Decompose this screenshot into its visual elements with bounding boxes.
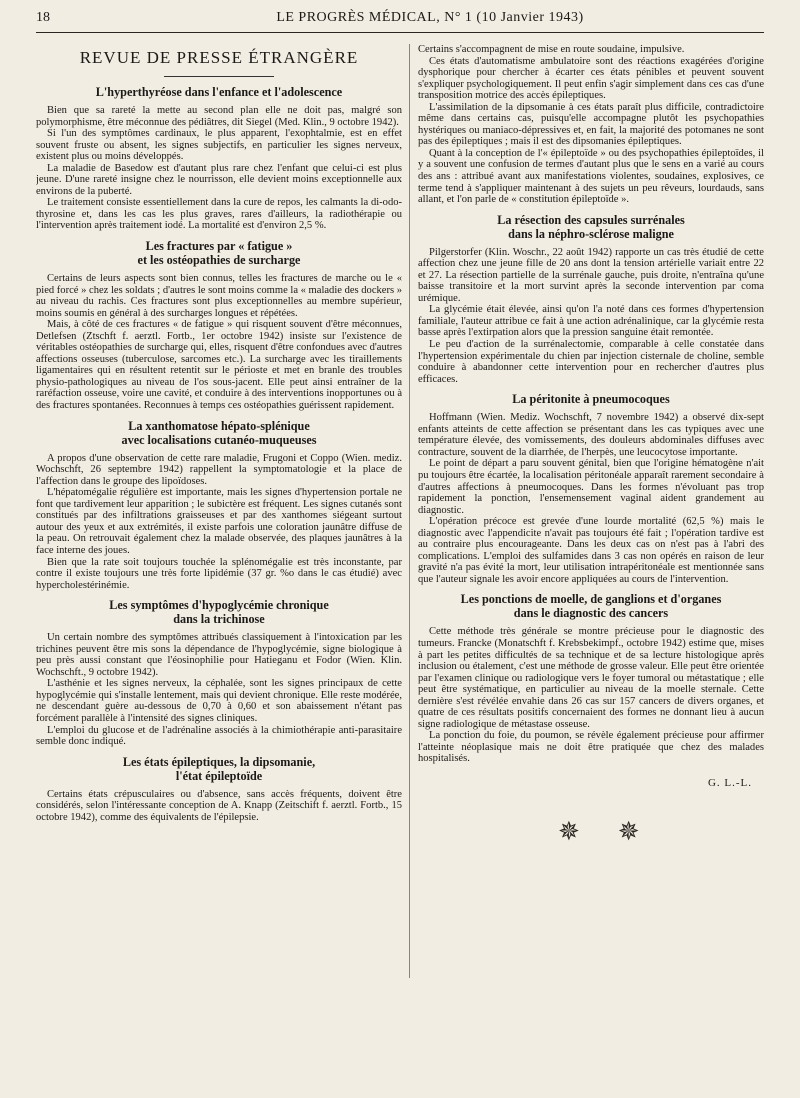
article-title-line: La péritonite à pneumocoques	[512, 392, 670, 407]
article-title	[422, 392, 760, 406]
article-title-line: et les ostéopathies de surcharge	[137, 253, 301, 268]
article-title-line: dans la néphro-sclérose maligne	[508, 226, 674, 241]
article-title	[40, 85, 398, 99]
article-paragraph: L'assimilation de la dipsomanie à ces états paraît plus difficile, contradictoire même dans certains cas, puisqu'elle accompagne plutôt les psychopathies hystériques ou maniaco-dépressives et, en fait, la majorité des potomanes ne sont pas des épileptiques ; mais il est des dipsomanies épileptiques.	[418, 101, 764, 148]
article-paragraph: Le peu d'action de la surrénalectomie, comparable à celle constatée dans l'hypertension expérimentale du chien par injection cisternale de choline, semble conduire à abandonner cette intervention pour en rechercher d'autres plus efficaces.	[418, 339, 764, 385]
rubric-title: REVUE DE PRESSE ÉTRANGÈRE	[79, 48, 359, 67]
article-paragraph: Certains s'accompagnent de mise en route soudaine, impulsive.	[418, 44, 685, 55]
article-paragraph: L'hépatomégalie régulière est importante, mais les signes d'hypertension portale ne font que tardivement leur apparition ; le subictère est fréquent. Les signes cutanés sont constitués par des infiltrations graisseuses et par des xanthomes siégeant surtout autour des yeux et aux extrémités, il existe parfois une coloration jaunâtre diffuse de la peau. On retrouvait également chez la malade observée, des plaques jaunâtres à la face interne des joues.	[36, 487, 402, 556]
page-number: 18	[36, 10, 50, 25]
column-divider	[409, 44, 410, 978]
article-paragraph: Bien que sa rareté la mette au second plan elle ne doit pas, malgré son polymorphisme, être méconnue des pédiâtres, dit Siegel (Med. Klin., 9 octobre 1942).	[36, 105, 402, 128]
article-paragraph: Pilgerstorfer (Klin. Woschr., 22 août 1942) rapporte un cas très étudié de cette affection chez une jeune fille de 20 ans dont la tension artérielle variait entre 22 et 27. La résection partielle de la surrénale gauche, puis droite, n'entraîna qu'une baisse transitoire et la mort survint après la seconde intervention par coma urémique.	[418, 246, 764, 304]
article-paragraph: Certains états crépusculaires ou d'absence, sans accès fréquents, doivent être considérés, selon l'intéressante conception de A. Knapp (Zeitschift f. aerztl. Fortb., 15 octobre 1942), comme des équivalents de l'épilepsie.	[36, 788, 402, 823]
article-paragraph: Hoffmann (Wien. Mediz. Wochschft, 7 novembre 1942) a observé dix-sept enfants atteints de cette affection se présentant dans les cas typiques avec une température élevée, des vomissements, des douleurs abdominales diffuses avec contracture, souvent de la diarrhée, de l'herpès, une leucocytose importante.	[418, 412, 764, 458]
article-paragraph: Mais, à côté de ces fractures « de fatigue » qui risquent souvent d'être méconnues, Detlefsen (Ztschft f. aerztl. Fortb., 1er octobre 1942) insiste sur l'existence de véritables ostéopathies de surcharge qui, elles, risquent d'être confondues avec d'autres affections osseuses (tuberculose, sarcomes etc.). La surcharge avec les tiraillements ligamentaires qui en résultent retentit sur le périoste et met en branle des troubles physio-pathologiques au niveau de l'os sous-jacent. Elle peut ainsi entraîner de la raréfaction osseuse, voire une cavité, et conduire à des interventions inopportunes ou à des fractures spontanées. Reconnues à temps ces ostéopathies guérissent rapidement.	[36, 319, 402, 412]
ornament-flower-icon: ✵	[558, 816, 580, 847]
article-title	[40, 419, 398, 447]
author-signature: G. L.-L.	[707, 776, 752, 789]
article-title-line: dans la trichinose	[173, 612, 265, 627]
article-paragraph: La ponction du foie, du poumon, se révèle également précieuse pour affirmer l'atteinte néoplasique mais ne doit être pratiquée que chez des malades hospitalisés.	[418, 730, 764, 765]
article-title	[40, 239, 398, 267]
article	[36, 598, 402, 747]
article-title-line: La xanthomatose hépato-splénique	[128, 418, 310, 433]
article	[36, 419, 402, 592]
article	[36, 239, 402, 412]
article-title-line: Les symptômes d'hypoglycémie chronique	[109, 598, 329, 613]
journal-title: LE PROGRÈS MÉDICAL, N° 1 (10 Janvier 1943)	[276, 10, 584, 25]
article	[418, 592, 764, 765]
article-title-line: La résection des capsules surrénales	[497, 212, 685, 227]
article	[36, 755, 402, 824]
article-title	[422, 592, 760, 620]
right-articles	[418, 213, 764, 765]
article	[36, 85, 402, 232]
article-title-line: Les états épileptiques, la dipsomanie,	[122, 754, 316, 769]
article-paragraph: L'asthénie et les signes nerveux, la céphalée, sont les signes principaux de cette hypoglycémie qui s'installe lentement, mais qui devient chronique. Elle reste modérée, ne descendant guère au-dessous de 0,70 à 0,60 et son abaissement n'étant pas forcément parallèle à l'intensité des signes cliniques.	[36, 678, 402, 724]
article-paragraph: Bien que la rate soit toujours touchée la splénomégalie est très inconstante, par contre il existe toujours une très forte lipidémie (37 gr. %o dans le cas étudié) avec hypercholestérinémie.	[36, 556, 402, 591]
article-title-line: avec localisations cutanéo-muqueuses	[121, 432, 317, 447]
article-paragraph: Un certain nombre des symptômes attribués classiquement à l'intoxication par les trichines peuvent être mis sons la dépendance de l'hypoglycémie, signe biologique à peu près aussi constant que l'éosinophilie pour Hatieganu et Fodor (Wien. Klin. Wochschft., 9 octobre 1942).	[36, 632, 402, 678]
ornament-flower-icon: ✵	[617, 816, 640, 847]
article-paragraph: Ces états d'automatisme ambulatoire sont des réactions exagérées d'origine dysphorique pour chercher à écarter ces états pénibles et peuvent souvent s'expliquer psychologiquement. Il peut enfin s'agir simplement dans ces cas d'une transposition motrice des accès épileptiques.	[418, 55, 764, 102]
article-paragraph: Si l'un des symptômes cardinaux, le plus apparent, l'exophtalmie, est en effet souvent fruste ou absent, les signes subjectifs, en particulier les signes nerveux, existent plus ou moins développés.	[36, 128, 402, 163]
article-paragraph: L'emploi du glucose et de l'adrénaline associés à la chimiothérapie anti-parasitaire semble donc indiqué.	[36, 724, 402, 748]
article-paragraph: La glycémie était élevée, ainsi qu'on l'a noté dans ces formes d'hypertension familiale, l'auteur attribue ce fait à une action adrénalinique, car la glycémie resta basse après l'extirpation alors que la pression sanguine était remontée.	[418, 304, 764, 339]
continued-article	[418, 44, 764, 206]
article-paragraph: Certains de leurs aspects sont bien connus, telles les fractures de marche ou le « pied forcé » chez les soldats ; d'autres le sont moins comme la « maladie des dockers » au niveau du rachis. Ces fractures sont plus exceptionnelles au membre supérieur, moins soumis en général à des surcharges longues et répétées.	[36, 273, 402, 319]
article-title	[422, 213, 760, 241]
article-paragraph: Cette méthode très générale se montre précieuse pour le diagnostic des tumeurs. Francke (Monatschft f. Krebsbekimpf., octobre 1942) estime que, mises à part les petites difficultés de sa technique et de sa lecture histologique après inclusion ou étalement, c'est une méthode de grosse valeur. Elle peut être orientée par l'examen clinique ou radiologique vers le foyer tumoral ou métastatique ; elle peut être systématique, en particulier au niveau de la moelle sternale. Cette dernière s'est révélée envahie dans 26 cas sur 157 cancers de divers organes, et quatre de ces résultats positifs concernaient des formes ne donnant lieu à aucun signe radiologique de métastase osseuse.	[418, 626, 764, 730]
article-title-line: dans le diagnostic des cancers	[513, 606, 669, 621]
article	[418, 213, 764, 386]
running-header	[36, 10, 764, 33]
right-column	[418, 44, 764, 1086]
article-paragraph: Le point de départ a paru souvent génital, bien que l'origine hématogène n'ait pu toujours être écartée, la localisation péritonéale apparaît rarement secondaire à d'autres affections à pneumocoques. Dans les formes n'évoluant pas trop rapidement la ponction, l'ensemensement vaginal aident grandement au diagnostic.	[418, 458, 764, 516]
article-paragraph: L'opération précoce est grevée d'une lourde mortalité (62,5 %) mais le diagnostic avec l'appendicite n'avait pas toujours été fait ; l'opération tardive est au contraire plus encourageante. Dans les deux cas on n'est pas à l'abri des complications. L'emploi des sulfamides dans 3 cas non opérés en raison de leur gravité n'a pas évité la mort, leur utilisation intrapéritonéale est mentionnée sans que l'auteur signale les avoir encore appliquées au cours de l'intervention.	[418, 516, 764, 585]
article	[418, 392, 764, 585]
article-title	[40, 598, 398, 626]
article-title-line: Les fractures par « fatigue »	[145, 239, 293, 254]
left-column	[36, 44, 402, 1086]
ornaments	[558, 816, 764, 847]
article-title-line: l'état épileptoïde	[175, 768, 263, 783]
article-title-line: L'hyperthyréose dans l'enfance et l'adolescence	[95, 85, 343, 99]
rubric-rule	[164, 76, 274, 77]
article-paragraph: La maladie de Basedow est d'autant plus rare chez l'enfant que celui-ci est plus jeune. D'une rareté insigne chez le nourrisson, elle devient moins exceptionnelle aux environs de la puberté.	[36, 162, 402, 197]
left-articles	[36, 85, 402, 823]
article-paragraph: Quant à la conception de l'« épileptoïde » ou des psychopathies épileptoïdes, il y a souvent une confusion de termes d'autant plus que le sens en a varié au cours des ans : attribué avant aux manifestations violentes, soudaines, explosives, ce terme tend à s'appliquer maintenant à des sujets un peu rêveurs, lourdauds, sans allant, et l'on parle de « constitution épileptoïde ».	[418, 147, 764, 206]
article-paragraph: Le traitement consiste essentiellement dans la cure de repos, les calmants la di-odo-thyrosine et, dans les cas les plus graves, rares d'ailleurs, la radiothérapie ou l'intervention après traitement iodé. La mortalité est d'environ 2,5 %.	[36, 197, 402, 232]
article-title	[40, 755, 398, 783]
article-title-line: Les ponctions de moelle, de ganglions et d'organes	[460, 592, 722, 607]
article-paragraph: A propos d'une observation de cette rare maladie, Frugoni et Coppo (Wien. mediz. Wochschft, 26 septembre 1942) rappellent la symptomatologie et la place de l'affection dans le groupe des lipoïdoses.	[36, 452, 402, 487]
